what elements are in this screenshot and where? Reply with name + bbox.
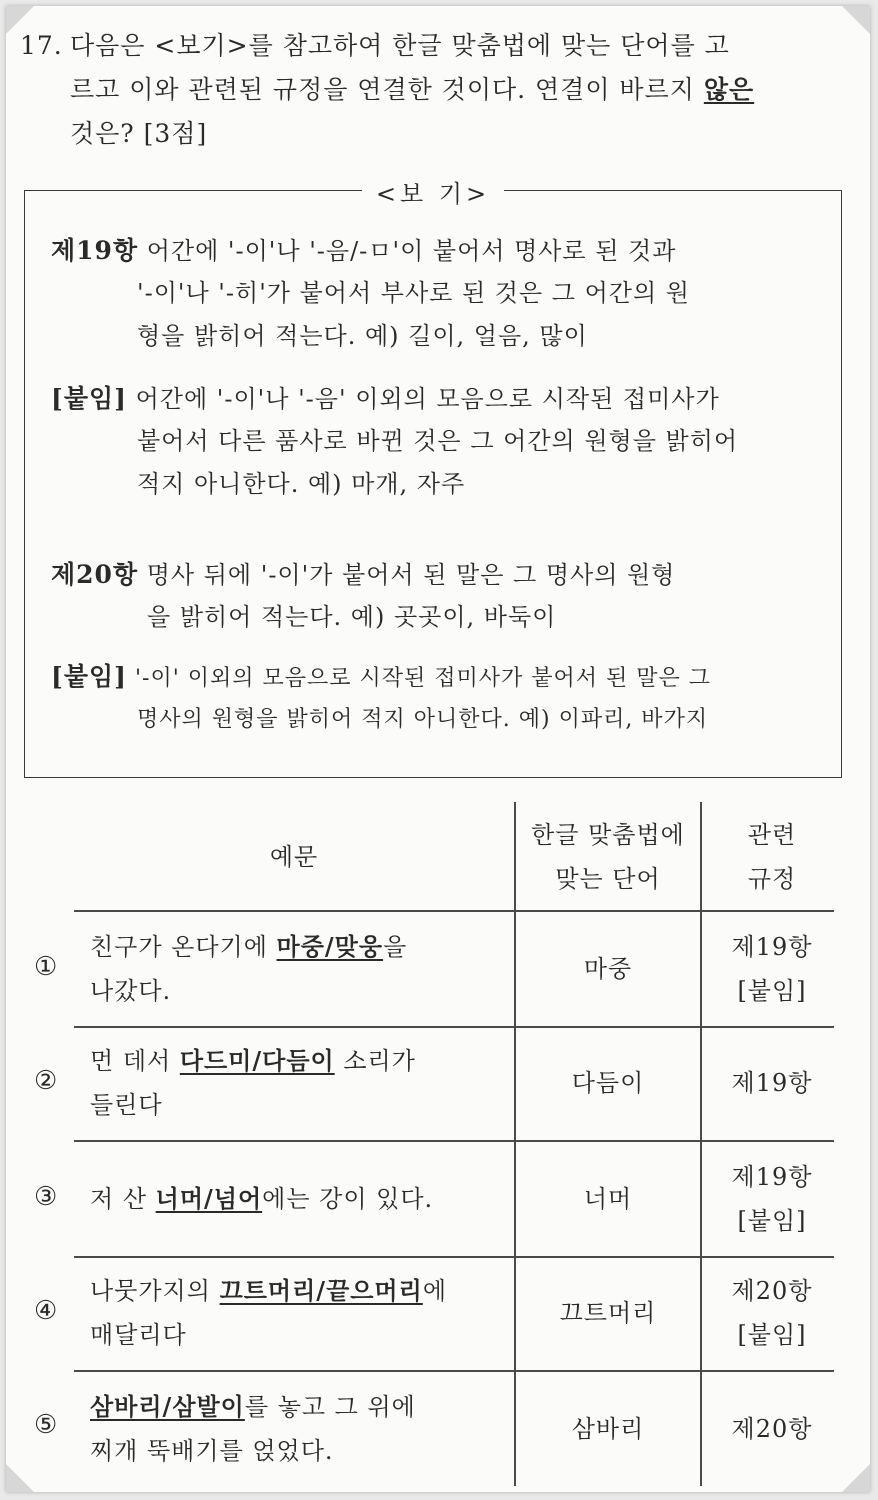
choice-marker: ② — [34, 1066, 58, 1096]
rule-20 — [51, 553, 831, 643]
table-divider — [74, 1370, 834, 1372]
rule-text: 어간에 '-이'나 '-음/-ㅁ'이 붙어서 명사로 된 것과 — [138, 237, 677, 265]
rule-line: 을 밝히어 적는다. 예) 곳곳이, 바둑이 — [147, 603, 557, 631]
example-target: 끄트머리/끝으머리 — [219, 1276, 423, 1305]
table-divider — [514, 802, 516, 1486]
rule-19-appendix — [51, 377, 831, 517]
correct-word: 삼바리 — [571, 1415, 645, 1443]
rule-tag: 제20항 — [51, 560, 139, 589]
example-line — [90, 1178, 433, 1220]
page-corner — [842, 6, 870, 34]
example-text: 나뭇가지의 — [90, 1277, 220, 1305]
rule-line: 적지 아니한다. 예) 마개, 자주 — [137, 470, 466, 498]
related-rule: 제20항 — [731, 1415, 813, 1443]
example-line: 매달리다 — [90, 1321, 187, 1349]
bogi-box — [24, 180, 842, 778]
rule-20-appendix — [51, 655, 831, 745]
exam-page — [6, 6, 870, 1492]
question-emphasis: 않은 — [703, 75, 755, 104]
example-target: 마중/맞웅 — [276, 932, 384, 961]
rule-text: '-이' 이외의 모음으로 시작된 접미사가 붙어서 된 말은 그 — [126, 666, 711, 691]
related-rule: 제20항 — [731, 1277, 813, 1305]
question-number: 17. — [20, 31, 63, 60]
header-related-rule: 관련 — [747, 821, 797, 849]
example-text: 를 놓고 그 위에 — [244, 1393, 416, 1421]
rule-text: 어간에 '-이'나 '-음' 이외의 모음으로 시작된 접미사가 — [126, 385, 720, 413]
header-correct-word: 맞는 단어 — [555, 865, 661, 893]
choice-marker: ④ — [34, 1296, 58, 1326]
bogi-title — [25, 174, 841, 209]
rule-tag: [붙임] — [51, 662, 127, 691]
rule-line — [51, 229, 676, 273]
rule-line: 명사의 원형을 밝히어 적지 아니한다. 예) 이파리, 바가지 — [137, 707, 709, 732]
table-divider — [74, 910, 834, 912]
choice-marker: ⑤ — [34, 1410, 58, 1440]
question-line — [70, 68, 754, 112]
related-rule: [붙임] — [737, 977, 807, 1005]
answer-table — [26, 802, 842, 1486]
example-text: 먼 데서 — [90, 1047, 180, 1075]
example-line: 찌개 뚝배기를 얹었다. — [90, 1437, 334, 1465]
example-target: 너머/넘어 — [155, 1184, 263, 1213]
example-line: 들린다 — [90, 1091, 163, 1119]
header-example: 예문 — [269, 843, 319, 871]
rule-line — [51, 377, 720, 421]
rule-line: 붙어서 다른 품사로 바뀐 것은 그 어간의 원형을 밝히어 — [137, 427, 739, 455]
example-line: 나갔다. — [90, 977, 172, 1005]
question-line: 것은? [3점] — [70, 119, 208, 148]
correct-word: 너머 — [583, 1185, 633, 1213]
rule-line: 형을 밝히어 적는다. 예) 길이, 얼음, 많이 — [137, 322, 588, 350]
correct-word: 다듬이 — [571, 1069, 645, 1097]
header-correct-word: 한글 맞춤법에 — [531, 821, 685, 849]
example-text: 에 — [422, 1277, 447, 1305]
related-rule: [붙임] — [737, 1321, 807, 1349]
correct-word: 끄트머리 — [559, 1299, 657, 1327]
table-divider — [700, 802, 702, 1486]
example-line — [90, 926, 407, 968]
rule-line — [51, 655, 711, 700]
example-text: 저 산 — [90, 1185, 156, 1213]
example-text: 친구가 온다기에 — [90, 933, 277, 961]
question-line: 다음은 <보기>를 참고하여 한글 맞춤법에 맞는 단어를 고 — [70, 31, 730, 60]
rule-tag: 제19항 — [51, 236, 139, 265]
example-line — [90, 1040, 416, 1082]
example-text: 에는 강이 있다. — [262, 1185, 434, 1213]
rule-line — [51, 553, 675, 597]
rule-tag: [붙임] — [51, 384, 127, 413]
page-corner — [842, 1464, 870, 1492]
rule-text: 명사 뒤에 '-이'가 붙어서 된 말은 그 명사의 원형 — [138, 561, 676, 589]
example-line — [90, 1386, 416, 1428]
example-text: 소리가 — [334, 1047, 416, 1075]
related-rule: 제19항 — [731, 1163, 813, 1191]
question-text: 르고 이와 관련된 규정을 연결한 것이다. 연결이 바르지 — [70, 75, 704, 104]
example-target: 삼바리/삼발이 — [90, 1392, 245, 1421]
choice-marker: ① — [34, 952, 58, 982]
example-text: 을 — [383, 933, 408, 961]
table-divider — [74, 1026, 834, 1028]
example-target: 다드미/다듬이 — [179, 1046, 335, 1075]
header-related-rule: 규정 — [747, 865, 797, 893]
example-line — [90, 1270, 447, 1312]
table-divider — [74, 1256, 834, 1258]
choice-marker: ③ — [34, 1182, 58, 1212]
rule-19 — [51, 229, 831, 369]
correct-word: 마중 — [583, 955, 633, 983]
related-rule: 제19항 — [731, 1069, 813, 1097]
bogi-title-text: <보 기> — [362, 180, 504, 208]
rule-line: '-이'나 '-히'가 붙어서 부사로 된 것은 그 어간의 원 — [137, 279, 690, 307]
related-rule: 제19항 — [731, 933, 813, 961]
table-divider — [74, 1140, 834, 1142]
related-rule: [붙임] — [737, 1207, 807, 1235]
